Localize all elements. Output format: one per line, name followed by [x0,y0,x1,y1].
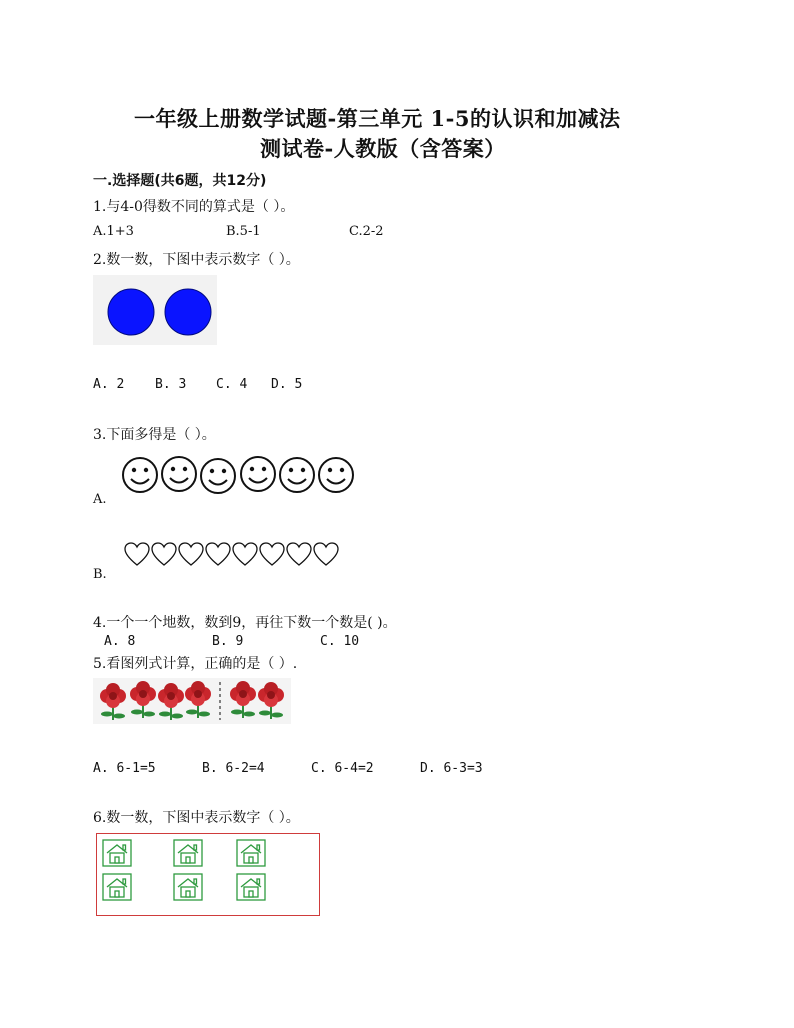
question-1-option-b[interactable]: B.5-1 [226,224,261,239]
smiley-icon [319,458,353,492]
house-icon [103,840,131,866]
smiley-icon [241,457,275,491]
question-3-stem: 3.下面多得是（ ）。 [93,427,216,443]
blue-circle [165,289,211,335]
page-title-line1: 一年级上册数学试题-第三单元 1-5的认识和加减法 [134,106,621,131]
house-icon [174,840,202,866]
question-2-option-b[interactable]: B. 3 [155,377,187,392]
question-4-option-c[interactable]: C. 10 [320,634,360,649]
heart-icon [125,543,149,565]
question-5-option-c[interactable]: C. 6-4=2 [311,761,374,776]
question-6-stem: 6.数一数，下图中表示数字（ ）。 [93,810,300,826]
question-2-stem: 2.数一数，下图中表示数字（ ）。 [93,252,300,268]
question-1-option-a[interactable]: A.1+3 [93,224,134,239]
heart-icon [233,543,257,565]
smiley-row [120,455,356,495]
smiley-icon [162,457,196,491]
question-4-option-b[interactable]: B. 9 [212,634,244,649]
question-2-option-d[interactable]: D. 5 [271,377,303,392]
heart-icon [287,543,311,565]
question-2-option-a[interactable]: A. 2 [93,377,125,392]
heart-icon [260,543,284,565]
smiley-icon [123,458,157,492]
heart-row [122,540,346,568]
question-4-stem: 4.一个一个地数，数到9，再往下数一个数是( )。 [93,615,397,631]
question-5-stem: 5.看图列式计算，正确的是（ ）. [93,656,298,672]
question-4-option-a[interactable]: A. 8 [104,634,136,649]
question-5-option-a[interactable]: A. 6-1=5 [93,761,156,776]
question-2-option-c[interactable]: C. 4 [216,377,248,392]
question-5-option-d[interactable]: D. 6-3=3 [420,761,483,776]
smiley-icon [280,458,314,492]
heart-icon [314,543,338,565]
blue-circle [108,289,154,335]
house-icon [237,874,265,900]
flower-figure [93,678,291,724]
question-3-option-a[interactable]: A. [93,492,107,507]
question-1-option-c[interactable]: C.2-2 [349,224,384,239]
house-figure [96,833,320,916]
question-5-option-b[interactable]: B. 6-2=4 [202,761,265,776]
heart-icon [206,543,230,565]
page-title-line2: 测试卷-人教版（含答案） [260,136,506,161]
question-2-figure [93,275,217,345]
house-icon [174,874,202,900]
house-icon [103,874,131,900]
smiley-icon [201,459,235,493]
heart-icon [179,543,203,565]
section-heading: 一.选择题(共6题，共12分) [93,173,267,189]
question-1-stem: 1.与4-0得数不同的算式是（ ）。 [93,199,295,215]
heart-icon [152,543,176,565]
house-icon [237,840,265,866]
question-3-option-b[interactable]: B. [93,567,107,582]
